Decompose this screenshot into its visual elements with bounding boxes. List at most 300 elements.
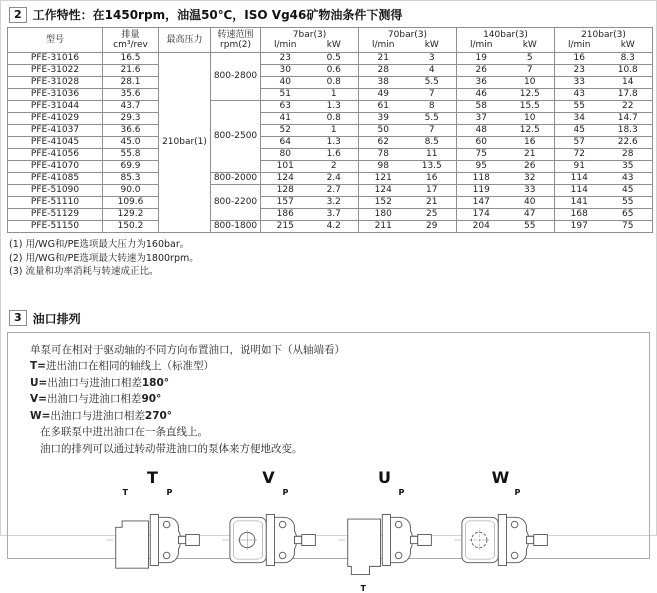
displacement-cell: 109.6	[103, 197, 159, 209]
def-line-v	[30, 391, 649, 408]
spec-header-row	[8, 28, 653, 53]
flow-power-cell	[555, 149, 653, 161]
spec-row	[8, 197, 653, 209]
flow-power-cell	[359, 113, 457, 125]
flow-value: 147	[472, 197, 490, 207]
note-line-2: 油口的排列可以通过转动带进油口的泵体来方便地改变。	[40, 442, 303, 455]
flow-unit-label: l/min	[273, 40, 297, 50]
flow-power-cell	[359, 209, 457, 221]
power-value: 4	[428, 65, 435, 75]
flow-value: 118	[472, 173, 490, 183]
spec-row	[8, 161, 653, 173]
flow-value: 26	[475, 65, 487, 75]
model-cell: PFE-41037	[8, 125, 103, 137]
spec-row	[8, 113, 653, 125]
flow-power-cell	[261, 101, 359, 113]
power-value: 3	[428, 53, 435, 63]
spec-row	[8, 137, 653, 149]
flow-power-cell	[555, 137, 653, 149]
power-value: 0.8	[326, 113, 341, 123]
flow-power-cell	[359, 149, 457, 161]
flow-power-cell	[261, 173, 359, 185]
flow-power-cell	[555, 209, 653, 221]
pump-plate	[498, 515, 506, 566]
spec-row	[8, 53, 653, 65]
def-line-w	[30, 408, 649, 425]
section2-header	[9, 6, 656, 23]
pump-side-view-icon	[335, 498, 435, 582]
port-diagram-w	[451, 469, 551, 582]
power-value: 43	[622, 173, 634, 183]
flow-unit-label: l/min	[567, 40, 591, 50]
speed-range-cell: 800-1800	[211, 221, 261, 233]
port-label-w-outlet: P	[514, 488, 521, 497]
flow-value: 39	[377, 113, 389, 123]
flow-power-cell	[555, 101, 653, 113]
spec-row	[8, 101, 653, 113]
displacement-cell: 43.7	[103, 101, 159, 113]
flow-power-cell	[457, 137, 555, 149]
flow-power-cell	[555, 53, 653, 65]
flow-value: 58	[475, 101, 487, 111]
flow-power-cell	[359, 65, 457, 77]
def-text: 出油口与进油口相差	[46, 393, 142, 405]
power-value: 7	[428, 89, 435, 99]
flow-value: 64	[279, 137, 291, 147]
power-value: 2	[330, 161, 337, 171]
power-value: 75	[622, 221, 634, 231]
flow-value: 157	[276, 197, 294, 207]
flow-value: 28	[377, 65, 389, 75]
power-value: 2.4	[326, 173, 341, 183]
pressure-210bar-label: 210bar(3)	[581, 30, 626, 40]
power-value: 14	[622, 77, 634, 87]
spec-row	[8, 77, 653, 89]
spec-row	[8, 209, 653, 221]
def-text: 出油口与进油口相差	[50, 409, 145, 422]
model-cell: PFE-31044	[8, 101, 103, 113]
flow-value: 75	[475, 149, 487, 159]
pump-body	[115, 521, 148, 568]
flow-value: 52	[279, 125, 291, 135]
power-value: 12.5	[519, 125, 540, 135]
flow-value: 36	[475, 77, 487, 87]
power-value: 11	[426, 149, 438, 159]
flow-value: 78	[377, 149, 389, 159]
def-line-u	[30, 375, 649, 392]
pressure-70bar-label: 70bar(3)	[387, 30, 428, 40]
diagram-label-w: W	[491, 468, 510, 487]
col-70bar	[359, 28, 457, 53]
pump-plate	[150, 515, 158, 566]
port-label-t-inlet: T	[122, 488, 128, 497]
port-label-u-outlet: P	[398, 488, 405, 497]
flow-power-cell	[555, 185, 653, 197]
flow-power-cell	[359, 185, 457, 197]
flow-power-cell	[457, 197, 555, 209]
model-cell: PFE-41045	[8, 137, 103, 149]
power-unit-label: kW	[326, 40, 341, 50]
flow-power-cell	[261, 161, 359, 173]
speed-range-unit: rpm(2)	[220, 40, 251, 50]
section2-number-box: 2	[9, 7, 27, 23]
speed-range-cell: 800-2500	[211, 101, 261, 173]
displacement-cell: 21.6	[103, 65, 159, 77]
power-value: 21	[524, 149, 536, 159]
displacement-cell: 16.5	[103, 53, 159, 65]
pump-body	[347, 519, 380, 574]
col-speed-range	[211, 28, 261, 53]
pump-drawing-t	[103, 488, 203, 582]
power-value: 16	[524, 137, 536, 147]
power-value: 1.3	[326, 137, 341, 147]
flow-power-cell	[555, 197, 653, 209]
spec-row	[8, 125, 653, 137]
power-value: 21	[426, 197, 438, 207]
flow-power-cell	[457, 65, 555, 77]
pump-shaft-end	[417, 535, 431, 546]
model-cell: PFE-31022	[8, 65, 103, 77]
spec-row	[8, 173, 653, 185]
power-value: 1	[330, 89, 337, 99]
flow-value: 30	[279, 65, 291, 75]
power-value: 25	[426, 209, 438, 219]
power-value: 17	[426, 185, 438, 195]
spec-row	[8, 185, 653, 197]
displacement-cell: 85.3	[103, 173, 159, 185]
diagram-label-t: T	[147, 468, 158, 487]
flow-power-cell	[261, 65, 359, 77]
flow-value: 40	[279, 77, 291, 87]
flow-power-cell	[555, 77, 653, 89]
pump-plate	[382, 515, 390, 566]
flow-power-cell	[457, 149, 555, 161]
power-value: 16	[426, 173, 438, 183]
displacement-cell: 45.0	[103, 137, 159, 149]
power-value: 32	[524, 173, 536, 183]
flow-value: 168	[570, 209, 588, 219]
flow-value: 80	[279, 149, 291, 159]
spec-table-body	[8, 53, 653, 233]
power-unit-label: kW	[620, 40, 635, 50]
displacement-label: 排量	[121, 30, 140, 40]
def-text: 出油口与进油口相差	[47, 376, 142, 389]
port-label-v-outlet: P	[282, 488, 289, 497]
flow-power-cell	[457, 125, 555, 137]
power-value: 33	[524, 185, 536, 195]
section2-title: 工作特性：在1450rpm，油温50℃，ISO Vg46矿物油条件下测得	[32, 8, 403, 22]
speed-range-cell: 800-2000	[211, 173, 261, 185]
displacement-cell: 69.9	[103, 161, 159, 173]
flow-value: 114	[570, 185, 588, 195]
power-unit-label: kW	[522, 40, 537, 50]
flow-value: 57	[573, 137, 585, 147]
pump-shaft	[178, 536, 185, 543]
flow-power-cell	[261, 125, 359, 137]
pump-drawing-w	[451, 488, 551, 582]
displacement-cell: 36.6	[103, 125, 159, 137]
spec-row	[8, 221, 653, 233]
flow-value: 119	[472, 185, 490, 195]
flow-value: 204	[472, 221, 490, 231]
power-value: 2.7	[326, 185, 341, 195]
power-value: 26	[524, 161, 536, 171]
def-text: 进出油口在相同的轴线上（标准型）	[45, 360, 214, 372]
flow-value: 180	[374, 209, 392, 219]
flow-value: 152	[374, 197, 392, 207]
flow-power-cell	[457, 89, 555, 101]
flow-value: 23	[279, 53, 291, 63]
pump-shaft	[410, 536, 417, 543]
power-value: 3.2	[326, 197, 341, 207]
power-value: 10	[524, 113, 536, 123]
pump-shaft-end	[185, 535, 199, 546]
flow-unit-label: l/min	[469, 40, 493, 50]
flow-value: 124	[374, 185, 392, 195]
flow-power-cell	[261, 221, 359, 233]
flow-unit-label: l/min	[371, 40, 395, 50]
flow-value: 33	[573, 77, 585, 87]
flow-value: 50	[377, 125, 389, 135]
flow-value: 174	[472, 209, 490, 219]
flow-power-cell	[359, 101, 457, 113]
flow-power-cell	[457, 173, 555, 185]
power-value: 4.2	[326, 221, 341, 231]
speed-range-label: 转速范围	[217, 30, 254, 40]
displacement-cell: 129.2	[103, 209, 159, 221]
flow-value: 98	[377, 161, 389, 171]
power-value: 0.8	[326, 77, 341, 87]
port-diagrams	[30, 468, 649, 593]
model-cell: PFE-51129	[8, 209, 103, 221]
pump-side-view-icon	[451, 498, 551, 582]
power-value: 10	[524, 77, 536, 87]
def-bold: 180°	[141, 376, 169, 389]
flow-power-cell	[261, 197, 359, 209]
power-value: 22	[622, 101, 634, 111]
power-value: 65	[622, 209, 634, 219]
note-line-1: 在多联泵中进出油口在一条直线上。	[40, 426, 208, 438]
model-cell: PFE-41085	[8, 173, 103, 185]
flow-value: 114	[570, 173, 588, 183]
flow-value: 215	[276, 221, 294, 231]
speed-range-cell: 800-2200	[211, 185, 261, 221]
power-value: 55	[622, 197, 634, 207]
flow-power-cell	[457, 161, 555, 173]
port-label-t-outlet: P	[166, 488, 173, 497]
power-value: 13.5	[421, 161, 442, 171]
model-cell: PFE-41029	[8, 113, 103, 125]
displacement-cell: 29.3	[103, 113, 159, 125]
def-key: W=	[30, 409, 51, 422]
model-cell: PFE-31036	[8, 89, 103, 101]
power-value: 5.5	[424, 77, 439, 87]
power-value: 12.5	[519, 89, 540, 99]
port-label-u-inlet: T	[360, 584, 366, 593]
flow-value: 48	[475, 125, 487, 135]
model-cell: PFE-41070	[8, 161, 103, 173]
power-value: 5	[526, 53, 533, 63]
section3-title: 油口排列	[32, 311, 81, 326]
power-value: 17.8	[617, 89, 638, 99]
flow-power-cell	[261, 113, 359, 125]
pump-plate	[266, 515, 274, 566]
model-cell: PFE-51110	[8, 197, 103, 209]
flow-power-cell	[555, 65, 653, 77]
power-value: 8.5	[424, 137, 439, 147]
flow-power-cell	[457, 77, 555, 89]
spec-table	[7, 27, 653, 233]
power-value: 7	[428, 125, 435, 135]
flow-value: 61	[377, 101, 389, 111]
speed-range-cell: 800-2800	[211, 53, 261, 101]
flow-value: 19	[475, 53, 487, 63]
footnotes	[9, 238, 656, 279]
footnote-1: (1) 用/WG和/PE选项最大压力为160bar。	[9, 239, 190, 250]
flow-power-cell	[359, 221, 457, 233]
flow-power-cell	[359, 53, 457, 65]
flow-power-cell	[457, 113, 555, 125]
def-line-t	[30, 358, 649, 375]
flow-value: 128	[276, 185, 294, 195]
flow-power-cell	[359, 161, 457, 173]
flow-power-cell	[261, 89, 359, 101]
flow-value: 34	[573, 113, 585, 123]
displacement-cell: 90.0	[103, 185, 159, 197]
flow-power-cell	[261, 149, 359, 161]
flow-value: 95	[475, 161, 487, 171]
flow-value: 46	[475, 89, 487, 99]
power-value: 29	[426, 221, 438, 231]
flow-power-cell	[261, 209, 359, 221]
pump-shaft-end	[301, 535, 315, 546]
flow-value: 51	[279, 89, 291, 99]
power-value: 22.6	[617, 137, 638, 147]
col-model: 型号	[8, 28, 103, 53]
pump-shaft	[526, 536, 533, 543]
power-value: 1.6	[326, 149, 341, 159]
pump-drawing-v	[219, 488, 319, 582]
pump-side-view-icon	[103, 498, 203, 582]
col-displacement	[103, 28, 159, 53]
flow-power-cell	[261, 53, 359, 65]
flow-value: 124	[276, 173, 294, 183]
flow-value: 186	[276, 209, 294, 219]
flow-power-cell	[359, 77, 457, 89]
flow-power-cell	[457, 209, 555, 221]
col-max-pressure: 最高压力	[159, 28, 211, 53]
pump-side-view-icon	[219, 498, 319, 582]
power-value: 10.8	[617, 65, 638, 75]
flow-power-cell	[555, 125, 653, 137]
flow-power-cell	[261, 137, 359, 149]
flow-power-cell	[555, 173, 653, 185]
flow-power-cell	[359, 89, 457, 101]
flow-power-cell	[457, 53, 555, 65]
def-key: U=	[30, 376, 48, 389]
port-diagram-u	[335, 468, 435, 593]
flow-value: 43	[573, 89, 585, 99]
displacement-cell: 150.2	[103, 221, 159, 233]
flow-power-cell	[555, 161, 653, 173]
model-cell: PFE-51090	[8, 185, 103, 197]
section3-header	[9, 310, 656, 327]
displacement-unit: cm³/rev	[113, 40, 148, 50]
col-140bar	[457, 28, 555, 53]
flow-power-cell	[359, 137, 457, 149]
flow-value: 62	[377, 137, 389, 147]
power-value: 14.7	[617, 113, 638, 123]
pump-shaft	[294, 536, 301, 543]
flow-value: 49	[377, 89, 389, 99]
flow-power-cell	[359, 125, 457, 137]
displacement-cell: 55.8	[103, 149, 159, 161]
model-cell: PFE-41056	[8, 149, 103, 161]
flow-power-cell	[261, 185, 359, 197]
flow-power-cell	[359, 197, 457, 209]
def-key: T=	[30, 360, 46, 372]
flow-value: 45	[573, 125, 585, 135]
power-value: 47	[524, 209, 536, 219]
def-bold: 90°	[141, 393, 162, 405]
flow-power-cell	[261, 77, 359, 89]
power-unit-label: kW	[424, 40, 439, 50]
flow-value: 91	[573, 161, 585, 171]
flow-value: 16	[573, 53, 585, 63]
flow-value: 63	[279, 101, 291, 111]
spec-row	[8, 149, 653, 161]
pressure-7bar-label: 7bar(3)	[292, 30, 327, 40]
power-value: 0.5	[326, 53, 341, 63]
pressure-140bar-label: 140bar(3)	[483, 30, 528, 40]
power-value: 1.3	[326, 101, 341, 111]
footnote-3: (3) 流量和功率消耗与转速成正比。	[9, 266, 159, 277]
flow-value: 55	[573, 101, 585, 111]
footnote-2: (2) 用/WG和/PE选项最大转速为1800rpm。	[9, 252, 199, 264]
flow-value: 211	[374, 221, 392, 231]
def-bold: 270°	[144, 409, 173, 422]
power-value: 18.3	[617, 125, 638, 135]
spec-row	[8, 89, 653, 101]
displacement-cell: 35.6	[103, 89, 159, 101]
spec-table-head	[8, 28, 653, 53]
flow-value: 72	[573, 149, 585, 159]
flow-power-cell	[555, 113, 653, 125]
displacement-cell: 28.1	[103, 77, 159, 89]
flow-value: 121	[374, 173, 392, 183]
power-value: 8.3	[620, 53, 635, 63]
power-value: 35	[622, 161, 634, 171]
power-value: 40	[524, 197, 536, 207]
flow-power-cell	[457, 221, 555, 233]
pump-shaft-end	[533, 535, 547, 546]
power-value: 15.5	[519, 101, 540, 111]
flow-power-cell	[457, 101, 555, 113]
power-value: 45	[622, 185, 634, 195]
spec-row	[8, 65, 653, 77]
section3-number-box: 3	[9, 310, 27, 326]
flow-value: 197	[570, 221, 588, 231]
port-arrangement-box	[7, 332, 650, 593]
flow-value: 141	[570, 197, 588, 207]
flow-power-cell	[555, 221, 653, 233]
max-pressure-cell: 210bar(1)	[159, 53, 211, 233]
flow-value: 38	[377, 77, 389, 87]
flow-value: 37	[475, 113, 487, 123]
power-value: 5.5	[424, 113, 439, 123]
model-cell: PFE-31028	[8, 77, 103, 89]
port-diagram-t	[103, 469, 203, 582]
